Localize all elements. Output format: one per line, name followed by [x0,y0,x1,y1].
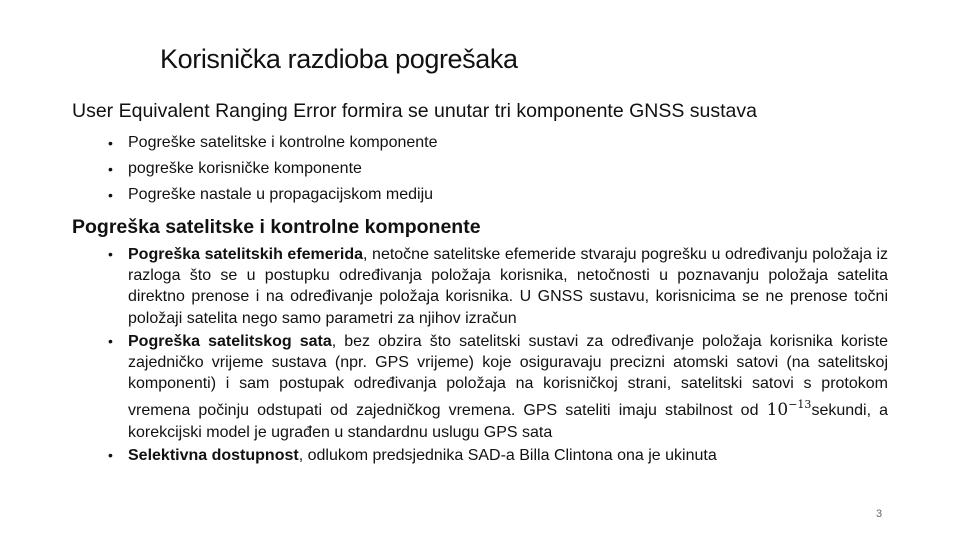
stability-formula [767,400,812,420]
bullet-icon: • [108,332,113,349]
formula-base: 10 [766,400,789,421]
detail-text: , netočne satelitske efemeride stvaraju pogrešku u određivanju položaja iz razloga što se u postupku određivanja položaja korisnika, netočnosti u poznavanju položaja satelita direktno prenose i na određivanje položaja korisnika. U GNSS sustavu, korisnicima se ne prenose točni položaji satelita nego samo parametri za njihov izračun [128,246,889,327]
slide-title: Korisnička razdioba pogrešaka [160,44,518,74]
list-item [108,445,888,466]
detail-text: sekundi, a korekcijski model je ugrađen u standardnu uslugu GPS sata [128,402,889,441]
bullet-icon: • [108,246,113,262]
detail-term: Pogreška satelitskih efemerida [128,246,364,263]
formula-exponent: −13 [788,398,812,412]
detail-text: , bez obzira što satelitski sustavi za određivanje položaja korisnika koriste zajedničko vrijeme sustava (npr. GPS vrijeme) koje osiguravaju precizni atomski satovi (na satelitskoj komponenti) i sam postupak određivanja položaja na korisničkoj strani, satelitski satovi s protokom vremena počinju odstupati od zajedničkog vremena. GPS sateliti imaju stabilnost od [128,332,889,420]
list-item [108,130,438,156]
bullet-icon: • [108,446,113,463]
section-heading: Pogreška satelitske i kontrolne komponente [72,216,481,238]
component-list [108,130,438,208]
list-item [108,244,888,329]
list-item-text: pogreške korisničke komponente [128,160,362,177]
detail-term: Selektivna dostupnost [128,446,299,464]
list-item-text: Pogreške satelitske i kontrolne komponente [128,134,438,151]
detail-list [108,244,888,466]
intro-text: User Equivalent Ranging Error formira se unutar tri komponente GNSS sustava [72,100,757,122]
page-number: 3 [876,508,883,520]
list-item-text: Pogreške nastale u propagacijskom mediju [128,186,434,203]
list-item [108,156,438,182]
list-item [108,331,888,443]
bullet-icon: • [108,135,113,151]
detail-term: Pogreška satelitskog sata [128,332,332,350]
detail-text: , odlukom predsjednika SAD-a Billa Clintona ona je ukinuta [298,446,717,464]
list-item [108,182,438,208]
bullet-icon: • [108,161,113,177]
bullet-icon: • [108,187,113,203]
